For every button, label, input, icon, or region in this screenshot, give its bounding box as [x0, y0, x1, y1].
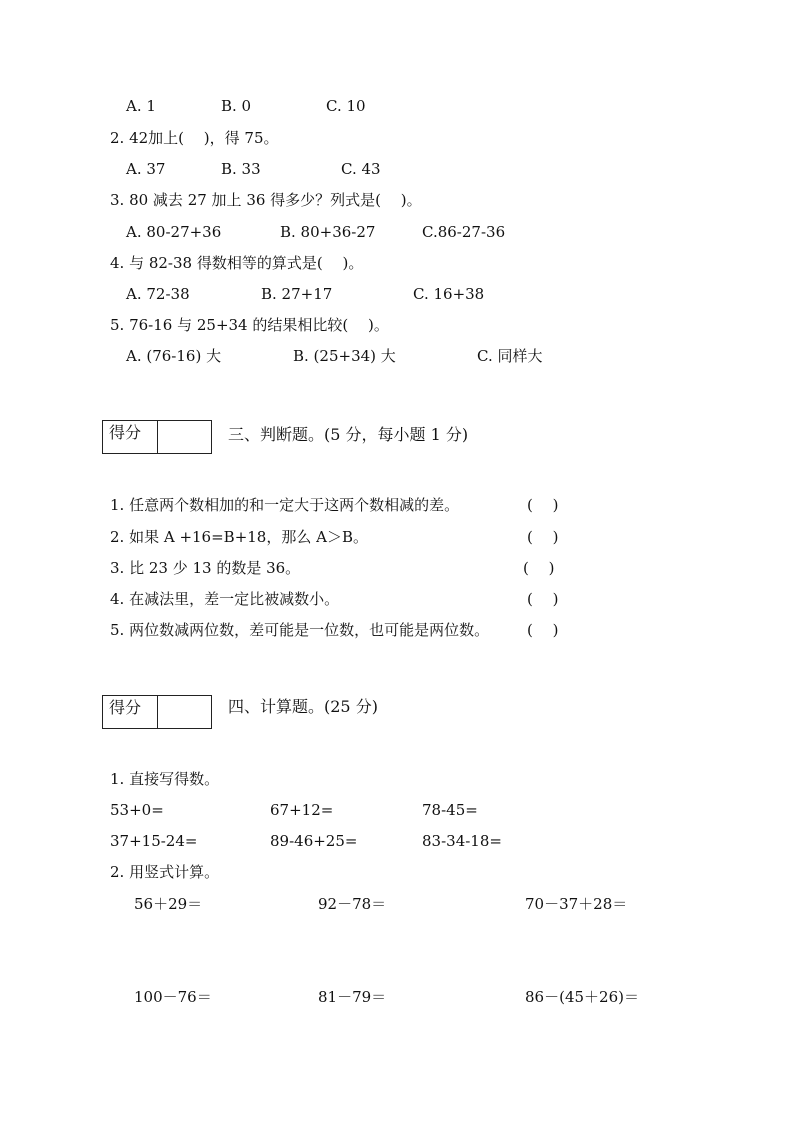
vertical-calc-item: 86－(45＋26)＝: [525, 988, 639, 1006]
q2-option-c: C. 43: [341, 160, 381, 178]
score-box-divider: [157, 696, 158, 728]
judge-item-4: 4. 在减法里，差一定比被减数小。: [110, 590, 340, 608]
vertical-calc-item: 100－76＝: [134, 988, 212, 1006]
calc-part1-title: 1. 直接写得数。: [110, 770, 220, 788]
question-5: 5. 76-16 与 25+34 的结果相比较( )。: [110, 316, 389, 334]
q2-option-a: A. 37: [126, 160, 166, 178]
judge-bracket-4[interactable]: ( ): [527, 590, 559, 608]
vertical-calc-item: 56＋29＝: [134, 895, 203, 913]
oral-calc-item: 53+0=: [110, 801, 164, 819]
judge-bracket-5[interactable]: ( ): [527, 621, 559, 639]
q4-option-b: B. 27+17: [261, 285, 333, 303]
score-label: 得分: [109, 423, 142, 442]
q4-option-c: C. 16+38: [413, 285, 485, 303]
oral-calc-item: 83-34-18=: [422, 832, 502, 850]
judge-item-1: 1. 任意两个数相加的和一定大于这两个数相减的差。: [110, 496, 460, 514]
q2-option-b: B. 33: [221, 160, 261, 178]
vertical-calc-item: 92－78＝: [318, 895, 387, 913]
score-label: 得分: [109, 698, 142, 717]
judge-item-5: 5. 两位数减两位数，差可能是一位数，也可能是两位数。: [110, 621, 490, 639]
q1-option-c: C. 10: [326, 97, 366, 115]
oral-calc-item: 78-45=: [422, 801, 478, 819]
oral-calc-item: 37+15-24=: [110, 832, 198, 850]
question-4: 4. 与 82-38 得数相等的算式是( )。: [110, 254, 364, 272]
q1-option-a: A. 1: [126, 97, 156, 115]
judge-item-3: 3. 比 23 少 13 的数是 36。: [110, 559, 301, 577]
judge-bracket-3[interactable]: ( ): [523, 559, 555, 577]
vertical-calc-item: 81－79＝: [318, 988, 387, 1006]
question-3: 3. 80 减去 27 加上 36 得多少？列式是( )。: [110, 191, 422, 209]
judge-item-2: 2. 如果 A +16=B+18，那么 A＞B。: [110, 528, 368, 546]
judge-bracket-2[interactable]: ( ): [527, 528, 559, 546]
oral-calc-item: 67+12=: [270, 801, 334, 819]
q3-option-b: B. 80+36-27: [280, 223, 376, 241]
q5-option-a: A. (76-16) 大: [126, 347, 222, 365]
score-box-calc[interactable]: [102, 695, 212, 729]
q5-option-c: C. 同样大: [477, 347, 543, 365]
calc-part2-title: 2. 用竖式计算。: [110, 863, 220, 881]
section-title-judge: 三、判断题。(5 分，每小题 1 分): [228, 425, 469, 444]
question-2: 2. 42加上( )，得 75。: [110, 129, 279, 147]
score-box-judge[interactable]: [102, 420, 212, 454]
judge-bracket-1[interactable]: ( ): [527, 496, 559, 514]
oral-calc-item: 89-46+25=: [270, 832, 358, 850]
q4-option-a: A. 72-38: [126, 285, 190, 303]
section-title-calc: 四、计算题。(25 分): [228, 697, 378, 716]
q1-option-b: B. 0: [221, 97, 252, 115]
vertical-calc-item: 70－37＋28＝: [525, 895, 628, 913]
q3-option-c: C.86-27-36: [422, 223, 506, 241]
q3-option-a: A. 80-27+36: [126, 223, 222, 241]
q5-option-b: B. (25+34) 大: [293, 347, 396, 365]
score-box-divider: [157, 421, 158, 453]
